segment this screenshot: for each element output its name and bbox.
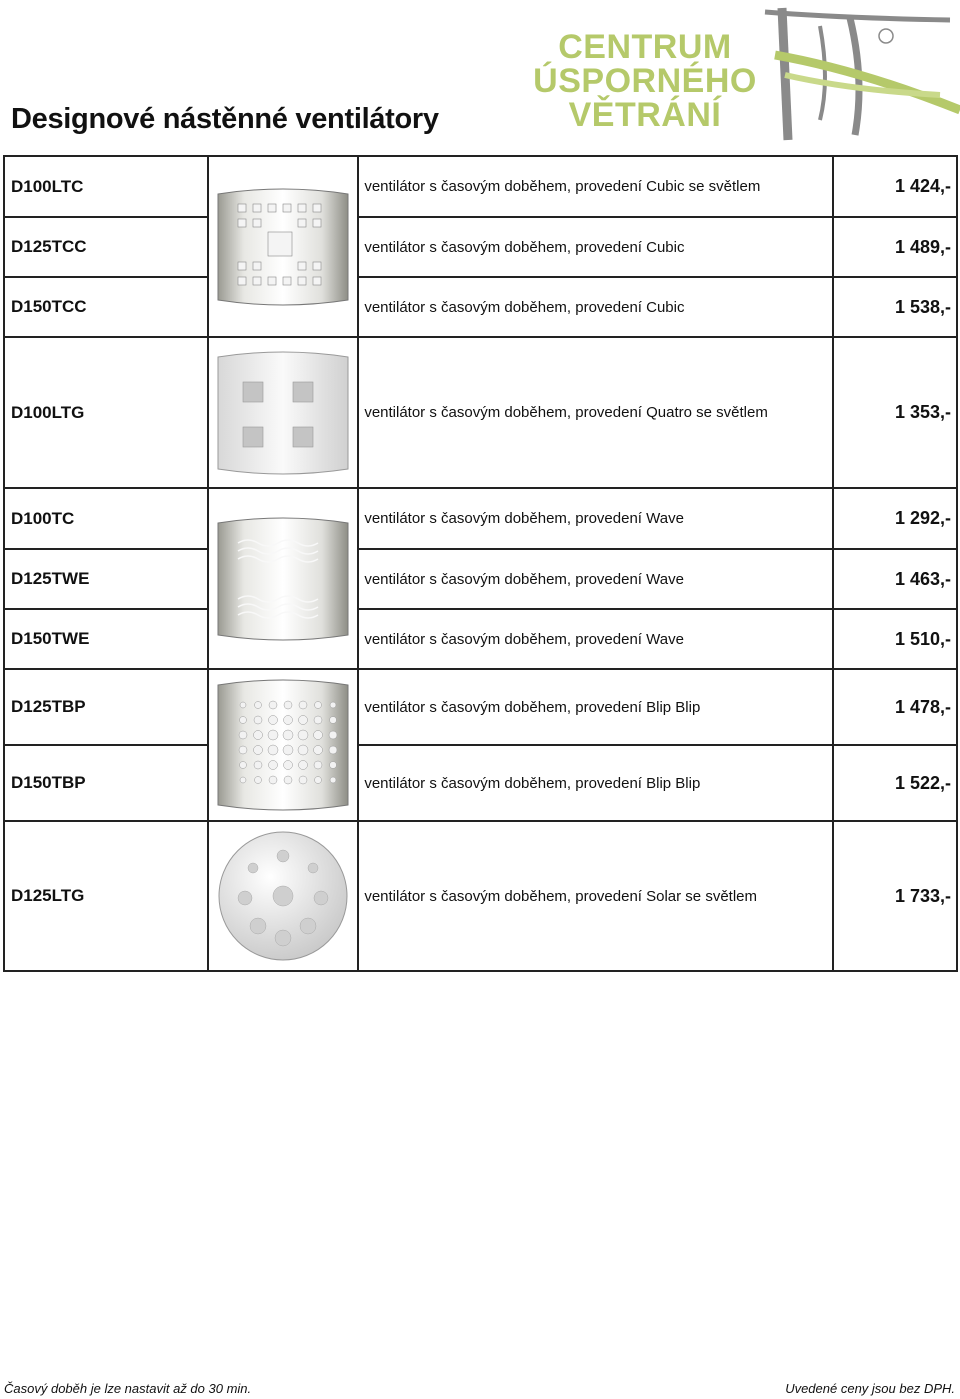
product-row: [4, 549, 957, 609]
product-code: D125TWE: [4, 549, 208, 609]
product-row: [4, 745, 957, 821]
product-price: 1 510,-: [833, 609, 957, 669]
quatro-fan-image: [208, 337, 358, 488]
product-price: 1 733,-: [833, 821, 957, 971]
product-price: 1 424,-: [833, 156, 957, 217]
product-description: ventilátor s časovým doběhem, provedení Solar se světlem: [358, 821, 833, 971]
product-description: ventilátor s časovým doběhem, provedení Cubic: [358, 217, 833, 277]
product-description: ventilátor s časovým doběhem, provedení Wave: [358, 488, 833, 549]
product-price: 1 292,-: [833, 488, 957, 549]
product-code: D125TCC: [4, 217, 208, 277]
product-description: ventilátor s časovým doběhem, provedení Quatro se světlem: [358, 337, 833, 488]
product-code: D150TCC: [4, 277, 208, 337]
product-price: 1 478,-: [833, 669, 957, 745]
solar-fan-image: [208, 821, 358, 971]
product-description: ventilátor s časovým doběhem, provedení Wave: [358, 549, 833, 609]
product-row: [4, 337, 957, 488]
product-code: D125LTG: [4, 821, 208, 971]
product-price: 1 538,-: [833, 277, 957, 337]
product-price: 1 489,-: [833, 217, 957, 277]
product-description: ventilátor s časovým doběhem, provedení Wave: [358, 609, 833, 669]
wave-fan-image: [208, 488, 358, 669]
product-code: D100LTC: [4, 156, 208, 217]
product-description: ventilátor s časovým doběhem, provedení Cubic se světlem: [358, 156, 833, 217]
product-description: ventilátor s časovým doběhem, provedení Blip Blip: [358, 669, 833, 745]
product-price: 1 522,-: [833, 745, 957, 821]
blip-fan-image: [208, 669, 358, 821]
product-code: D150TWE: [4, 609, 208, 669]
product-description: ventilátor s časovým doběhem, provedení Blip Blip: [358, 745, 833, 821]
product-row: [4, 821, 957, 971]
product-row: [4, 156, 957, 217]
product-price: 1 353,-: [833, 337, 957, 488]
product-code: D100LTG: [4, 337, 208, 488]
page-title: Designové nástěnné ventilátory: [11, 103, 439, 135]
product-row: [4, 669, 957, 745]
product-row: [4, 277, 957, 337]
logo-line-3: VĚTRÁNÍ: [568, 96, 722, 134]
cubic-fan-image: [208, 156, 358, 337]
product-code: D100TC: [4, 488, 208, 549]
logo-line-1: CENTRUM: [558, 28, 732, 66]
logo-line-2: ÚSPORNÉHO: [533, 62, 757, 100]
company-logo: [520, 0, 960, 150]
product-description: ventilátor s časovým doběhem, provedení Cubic: [358, 277, 833, 337]
footer-note-vat: Uvedené ceny jsou bez DPH.: [785, 1381, 955, 1396]
product-row: [4, 217, 957, 277]
product-price-table: [3, 155, 958, 972]
product-price: 1 463,-: [833, 549, 957, 609]
product-row: [4, 488, 957, 549]
product-row: [4, 609, 957, 669]
product-code: D125TBP: [4, 669, 208, 745]
footer-note-timer: Časový doběh je lze nastavit až do 30 min.: [4, 1381, 252, 1396]
product-code: D150TBP: [4, 745, 208, 821]
